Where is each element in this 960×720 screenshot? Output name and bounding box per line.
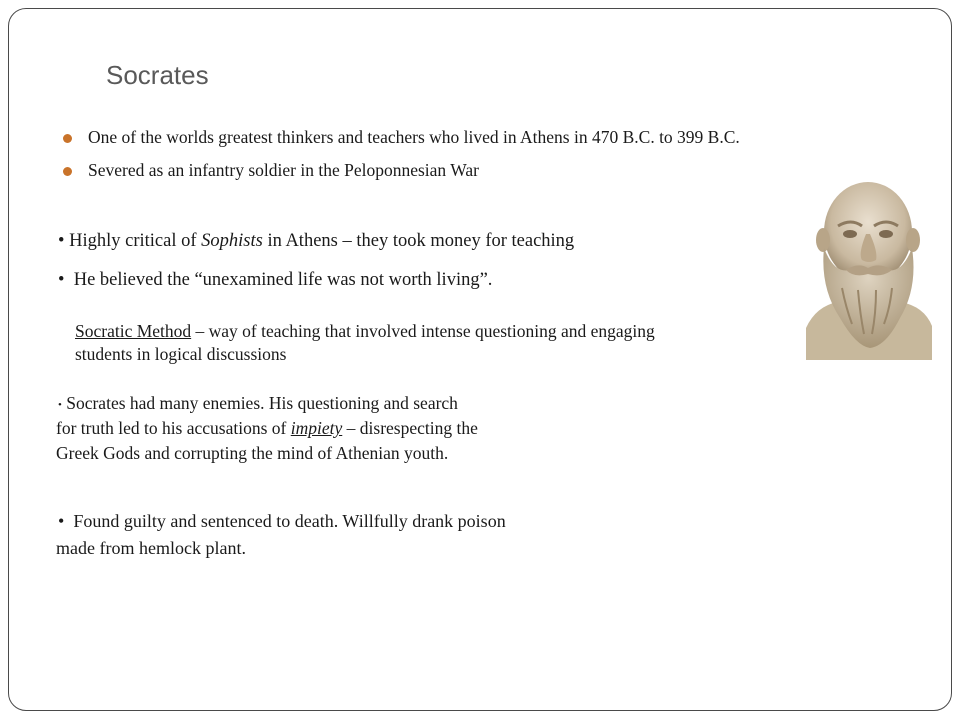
- bullet-marker: •: [58, 511, 65, 531]
- socratic-method-definition: – way of teaching that involved intense questioning and engaging: [191, 321, 655, 341]
- bullet-icon: [63, 134, 72, 143]
- enemies-line3: Greek Gods and corrupting the mind of Athenian youth.: [56, 443, 449, 463]
- enemies-text-2-post: – disrespecting the: [342, 418, 478, 438]
- impiety-term: impiety: [290, 418, 343, 438]
- bullet-icon: [63, 167, 72, 176]
- enemies-line1: [58, 393, 458, 414]
- point-unexamined-text: He believed the “unexamined life was not worth living”.: [73, 270, 493, 290]
- enemies-text-2-pre: for truth led to his accusations of: [56, 418, 291, 438]
- death-line1: [58, 511, 506, 532]
- socratic-method-line1: [75, 321, 655, 342]
- point-sophists: [58, 231, 574, 252]
- enemies-line2: [56, 418, 478, 439]
- bullet-marker: •: [58, 398, 62, 411]
- point-unexamined-life: [58, 270, 492, 291]
- socratic-method-line2: students in logical discussions: [75, 344, 287, 364]
- bullet-text-soldier: Severed as an infantry soldier in the Peloponnesian War: [88, 160, 479, 180]
- bullet-text-athens: One of the worlds greatest thinkers and teachers who lived in Athens in 470 B.C. to 399 B.C.: [88, 127, 740, 147]
- point-sophists-pre: Highly critical of: [69, 231, 202, 251]
- death-text-1: Found guilty and sentenced to death. Willfully drank poison: [73, 511, 506, 531]
- socrates-bust-image: [806, 178, 932, 360]
- socratic-method-term: Socratic Method: [75, 321, 192, 341]
- slide-title: Socrates: [106, 60, 209, 90]
- point-sophists-post: in Athens – they took money for teaching: [262, 231, 575, 251]
- bullet-marker: •: [58, 270, 65, 290]
- sophists-term: Sophists: [201, 231, 263, 251]
- bullet-marker: •: [58, 231, 65, 251]
- enemies-text-1: Socrates had many enemies. His questioning and search: [66, 393, 458, 413]
- death-line2: made from hemlock plant.: [56, 538, 246, 558]
